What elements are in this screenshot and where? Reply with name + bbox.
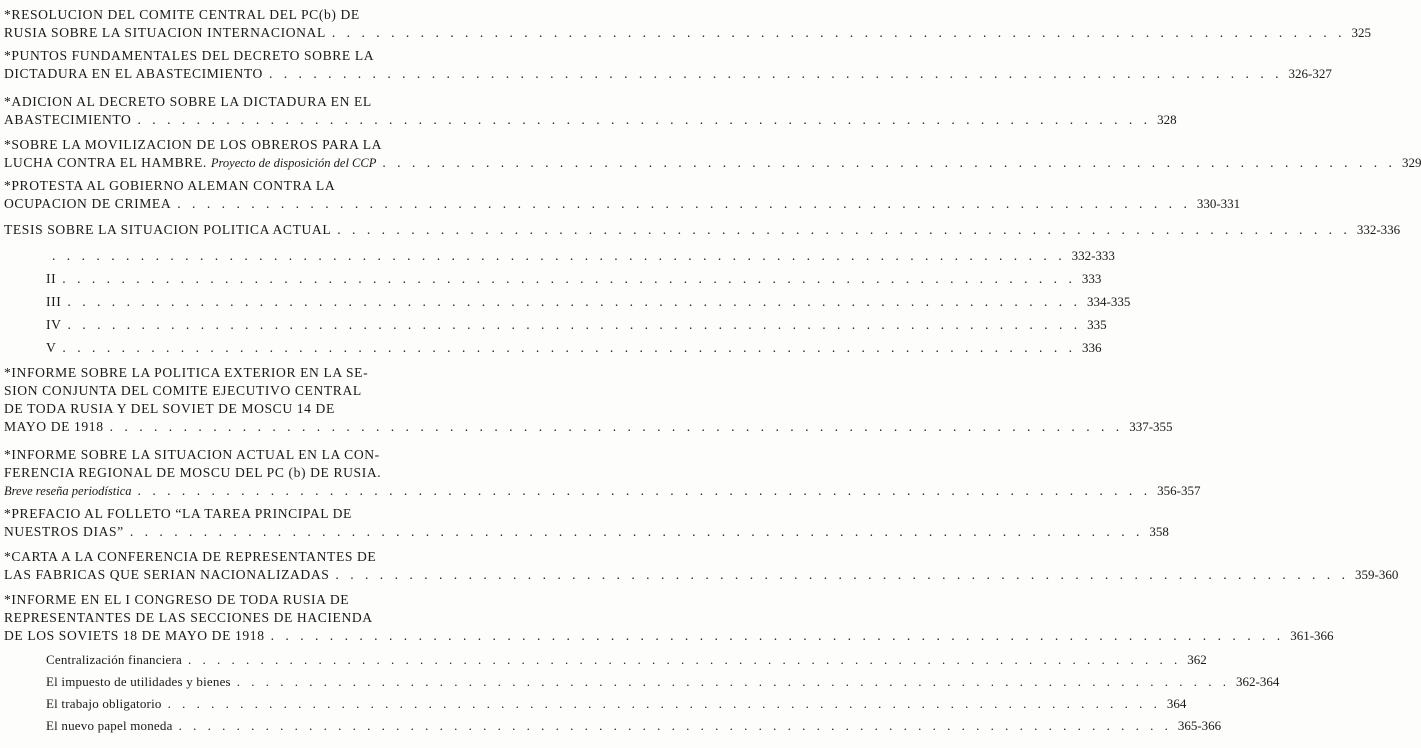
toc-subentry[interactable]: [4, 717, 1222, 735]
toc-entry-line: MAYO DE 1918 . . . 337-355: [4, 418, 457, 436]
toc-entry-line: III . . . 334-335: [4, 293, 457, 311]
toc-entry-line: *RESOLUCION DEL COMITE CENTRAL DEL PC(b) DE: [4, 7, 360, 22]
toc-entry-line: El trabajo obligatorio . . . 364: [4, 695, 457, 713]
dot-leader: [332, 24, 1346, 42]
toc-entry-line: LAS FABRICAS QUE SERIAN NACIONALIZADAS . . . 359-360: [4, 566, 457, 584]
toc-entry[interactable]: [4, 505, 1169, 541]
toc-entry-line: *PREFACIO AL FOLLETO “LA TAREA PRINCIPAL DE: [4, 506, 352, 521]
page-number: 330-331: [1196, 196, 1241, 211]
dot-leader: [52, 247, 1066, 265]
dot-leader: [168, 695, 1161, 713]
toc-entry[interactable]: [4, 364, 1173, 436]
page-number: 337-355: [1129, 419, 1173, 434]
toc-entry-line: El impuesto de utilidades y bienes . . . 362-364: [4, 673, 457, 691]
toc-entry-line: DE LOS SOVIETS 18 DE MAYO DE 1918 . . . 361-366: [4, 627, 457, 645]
toc-entry-line: II . . . 333: [4, 270, 457, 288]
toc-subentry[interactable]: [4, 651, 1207, 669]
toc-entry[interactable]: [4, 136, 1421, 172]
toc-subentry[interactable]: [4, 316, 1107, 334]
toc-entry-line: ABASTECIMIENTO . . . 328: [4, 111, 457, 129]
dot-leader: [62, 270, 1076, 288]
dot-leader: [382, 154, 1396, 172]
toc-entry-line: Centralización financiera . . . 362: [4, 651, 457, 669]
toc-subentry[interactable]: [4, 270, 1102, 288]
toc-entry-line: OCUPACION DE CRIMEA . . . 330-331: [4, 195, 457, 213]
entry-subtitle: Breve reseña periodística: [4, 484, 132, 498]
page-number: 333: [1081, 271, 1102, 286]
dot-leader: [67, 293, 1081, 311]
dot-leader: [137, 111, 1151, 129]
dot-leader: [188, 651, 1181, 669]
dot-leader: [335, 566, 1349, 584]
page-number: 361-366: [1290, 628, 1334, 643]
toc-entry-line: SION CONJUNTA DEL COMITE EJECUTIVO CENTRAL: [4, 383, 362, 398]
toc-entry[interactable]: [4, 446, 1201, 500]
toc-entry-line: DICTADURA EN EL ABASTECIMIENTO . . . 326-327: [4, 65, 457, 83]
toc-entry-line: *INFORME SOBRE LA POLITICA EXTERIOR EN LA SE-: [4, 365, 369, 380]
page-number: 328: [1157, 112, 1177, 127]
toc-subentry[interactable]: [4, 673, 1280, 691]
toc-subentry[interactable]: [4, 247, 1115, 265]
page-number: 356-357: [1157, 483, 1201, 498]
toc-entry-line: REPRESENTANTES DE LAS SECCIONES DE HACIENDA: [4, 610, 373, 625]
toc-entry-line: TESIS SOBRE LA SITUACION POLITICA ACTUAL . . . 332-336: [4, 221, 457, 239]
page-number: 326-327: [1288, 66, 1332, 81]
toc-entry-line: [4, 482, 1201, 500]
dot-leader: [179, 717, 1172, 735]
dot-leader: [269, 65, 1283, 83]
page-number: 335: [1087, 317, 1107, 332]
toc-entry[interactable]: [4, 6, 1371, 42]
toc-entry-line: *SOBRE LA MOVILIZACION DE LOS OBREROS PARA LA: [4, 137, 383, 152]
toc-entry-line: LUCHA CONTRA EL HAMBRE. Proyecto de disposición del CCP . . . 329: [4, 154, 457, 172]
toc-entry-line: *PUNTOS FUNDAMENTALES DEL DECRETO SOBRE LA: [4, 48, 375, 63]
page-number: 365-366: [1177, 718, 1222, 733]
dot-leader: [68, 316, 1082, 334]
toc-entry-line: *CARTA A LA CONFERENCIA DE REPRESENTANTES DE: [4, 549, 377, 564]
toc-entry-line: DE TODA RUSIA Y DEL SOVIET DE MOSCU 14 DE: [4, 401, 335, 416]
toc-subentry[interactable]: [4, 695, 1187, 713]
dot-leader: [177, 195, 1191, 213]
page-number: 336: [1082, 340, 1102, 355]
toc-entry-line: IV . . . 335: [4, 316, 457, 334]
toc-entry-line: RUSIA SOBRE LA SITUACION INTERNACIONAL . . . 325: [4, 24, 457, 42]
toc-entry-line: V . . . 336: [4, 339, 457, 357]
page-number: 329: [1401, 155, 1421, 170]
dot-leader: [337, 221, 1351, 239]
page-number: 364: [1166, 696, 1187, 711]
page-number: 325: [1351, 25, 1371, 40]
entry-subtitle: Proyecto de disposición del CCP: [210, 156, 377, 170]
toc-entry-line: FERENCIA REGIONAL DE MOSCU DEL PC (b) DE RUSIA.: [4, 465, 382, 480]
dot-leader: [62, 339, 1076, 357]
toc-entry-line: El nuevo papel moneda . . . 365-366: [4, 717, 457, 735]
dot-leader: [130, 523, 1144, 541]
toc-entry[interactable]: [4, 93, 1177, 129]
toc-entry-line: [4, 247, 1115, 265]
toc-entry[interactable]: [4, 47, 1332, 83]
toc-subentry[interactable]: [4, 293, 1131, 311]
page-number: 362: [1187, 652, 1207, 667]
toc-entry[interactable]: [4, 548, 1399, 584]
toc-entry-line: *INFORME EN EL I CONGRESO DE TODA RUSIA DE: [4, 592, 350, 607]
page-number: 332-333: [1071, 248, 1115, 263]
toc-entry[interactable]: [4, 177, 1241, 213]
toc-entry-line: *INFORME SOBRE LA SITUACION ACTUAL EN LA CON-: [4, 447, 380, 462]
dot-leader: [110, 418, 1124, 436]
dot-leader: [138, 482, 1152, 500]
page-number: 359-360: [1355, 567, 1399, 582]
toc-entry-line: *PROTESTA AL GOBIERNO ALEMAN CONTRA LA: [4, 178, 336, 193]
dot-leader: [271, 627, 1285, 645]
page-number: 362-364: [1236, 674, 1280, 689]
toc-entry-line: *ADICION AL DECRETO SOBRE LA DICTADURA EN EL: [4, 94, 372, 109]
toc-entry-line: NUESTROS DIAS” . . . 358: [4, 523, 457, 541]
toc-subentry[interactable]: [4, 339, 1102, 357]
toc-entry[interactable]: [4, 221, 1401, 239]
dot-leader: [237, 673, 1230, 691]
page-number: 358: [1149, 524, 1169, 539]
toc-entry[interactable]: [4, 591, 1334, 645]
page-number: 332-336: [1356, 222, 1401, 237]
page-number: 334-335: [1086, 294, 1131, 309]
